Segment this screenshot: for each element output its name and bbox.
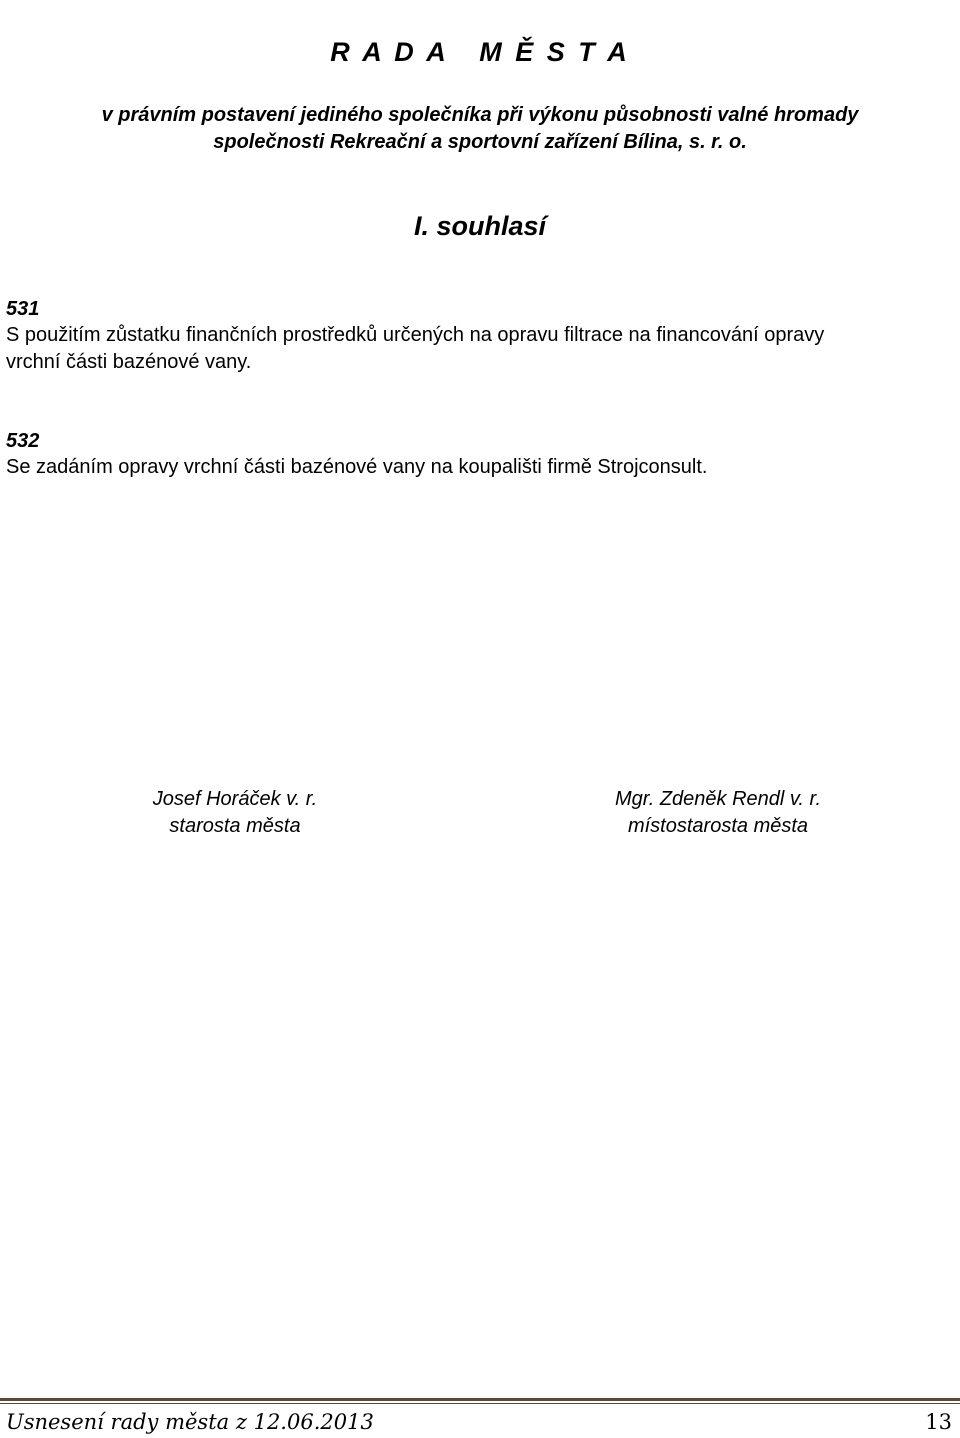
section-heading: I. souhlasí: [413, 211, 547, 241]
resolution-text-line: Se zadáním opravy vrchní části bazénové vany na koupališti firmě Strojconsult.: [6, 456, 708, 478]
footer-caption: Usnesení rady města z 12.06.2013: [6, 1410, 374, 1434]
subtitle-line-2: společnosti Rekreační a sportovní zařízení Bílina, s. r. o.: [213, 131, 747, 153]
signature-name: Mgr. Zdeněk Rendl v. r.: [615, 788, 821, 810]
resolution-number: 532: [6, 430, 40, 452]
subtitle-line-1: v právním postavení jediného společníka při výkonu působnosti valné hromady: [101, 104, 859, 126]
page-title: R A D A M Ě S T A: [330, 37, 630, 67]
signature-role: místostarosta města: [627, 815, 809, 837]
page-subtitle: [0, 102, 960, 156]
signature-role: starosta města: [169, 815, 301, 837]
resolution-532: [6, 428, 954, 481]
signature-mayor: [95, 786, 375, 840]
signature-deputy-mayor: [558, 786, 878, 840]
signature-name: Josef Horáček v. r.: [152, 788, 318, 810]
resolution-text-line: vrchní části bazénové vany.: [6, 351, 252, 373]
footer-divider-thin: [0, 1403, 960, 1404]
footer-divider-thick: [0, 1398, 960, 1401]
resolution-number: 531: [6, 298, 40, 320]
resolution-text-line: S použitím zůstatku finančních prostředků určených na opravu filtrace na financování opravy: [6, 324, 825, 346]
page-number: 13: [925, 1410, 952, 1434]
resolution-531: [6, 296, 954, 376]
